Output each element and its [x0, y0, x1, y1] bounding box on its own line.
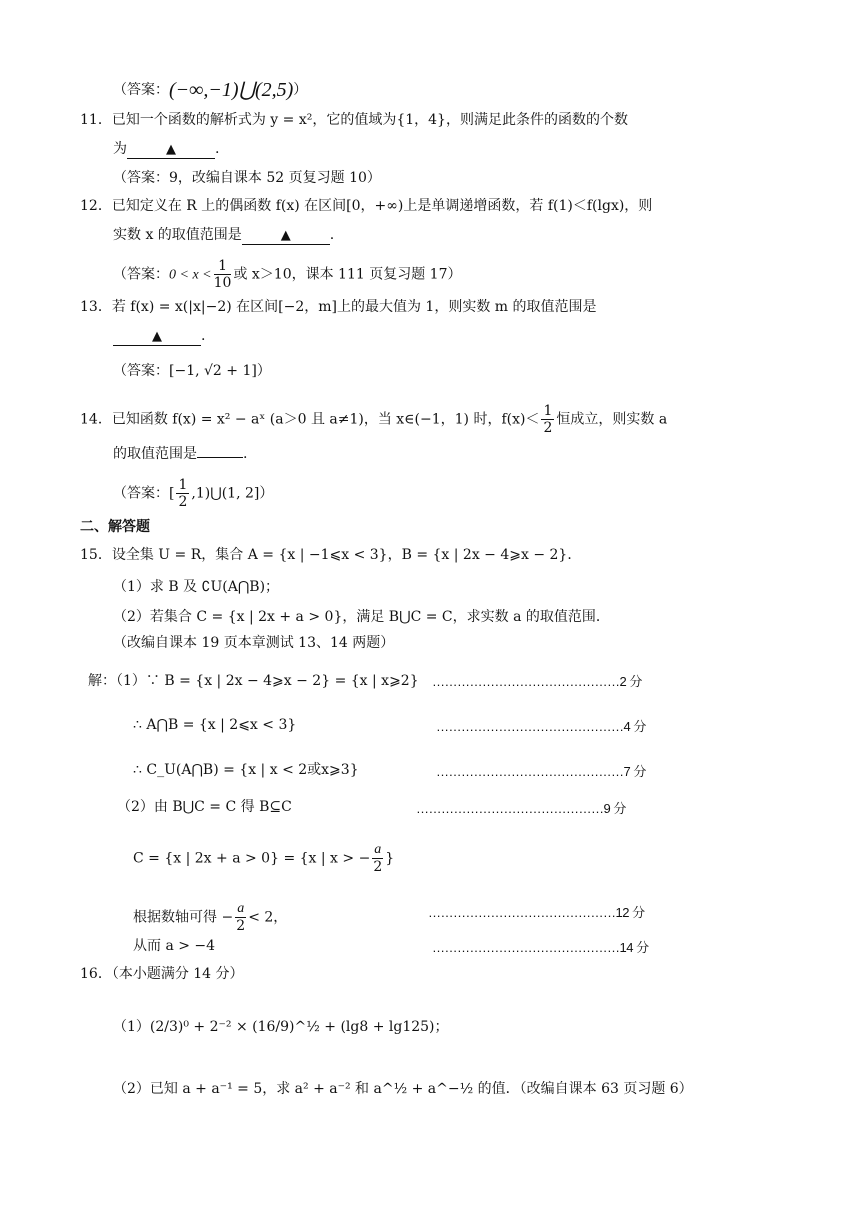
fraction-numerator: a [374, 842, 382, 857]
solution-step4: （2）由 B⋃C = C 得 B⊆C [117, 799, 292, 815]
q15-stem-cont: B = {x | 2x − 4⩾x − 2}． [401, 547, 582, 563]
q12-line2: 实数 x 的取值范围是 ▲ . [113, 227, 335, 243]
score-label: 12 分 [615, 905, 645, 920]
q11-number: 11． [80, 112, 112, 128]
fraction-denominator: 10 [213, 275, 232, 291]
score-line-4 [416, 798, 626, 817]
fraction-denominator: 2 [543, 420, 553, 436]
q12-answer-prefix: （答案： [113, 266, 169, 283]
score-line-2 [436, 716, 646, 735]
dot-leader: ……………………………………… [432, 674, 620, 689]
q14-answer-fraction [176, 477, 189, 510]
q11-line1 [80, 110, 628, 130]
q13-number: 13． [80, 299, 112, 315]
dot-leader: ……………………………………… [436, 719, 624, 734]
dot-leader: ……………………………………… [428, 905, 616, 920]
solution-step7: 从而 a > −4 [133, 938, 216, 954]
q13-line2: ▲ . [113, 326, 205, 346]
score-line-5 [428, 902, 645, 921]
q15-stem: 设全集 U = R，集合 A = {x | −1⩽x < 3}， [111, 547, 402, 563]
fraction-numerator: 1 [178, 477, 188, 493]
q15-line1 [80, 545, 581, 565]
q12-line1 [80, 196, 652, 216]
solution-step6-end: < 2， [248, 909, 288, 926]
q12-answer-rest: 或 x＞10，课本 111 页复习题 17） [233, 266, 462, 283]
dot-leader: ……………………………………… [436, 764, 624, 779]
q11-answer: （答案：9，改编自课本 52 页复习题 10） [113, 170, 381, 186]
q12-answer-blank [242, 227, 330, 245]
q14-line1 [80, 403, 667, 436]
score-label: 14 分 [619, 940, 649, 955]
q14-stem: 已知函数 f(x) = x² − aˣ (a＞0 且 a≠1)，当 x∈(−1，1) 时，f(x)＜ [111, 411, 540, 428]
dot-leader: ……………………………………… [432, 940, 620, 955]
q13-answer-blank [113, 328, 201, 346]
fraction-denominator: 2 [178, 494, 188, 510]
q14-answer [113, 477, 273, 510]
q15-source: （改编自课本 19 页本章测试 13、14 两题） [113, 635, 395, 651]
q14-stem-end: 的取值范围是 [113, 446, 197, 462]
dot-leader: ……………………………………… [416, 801, 604, 816]
q14-number: 14． [80, 411, 112, 428]
q15-part2: （2）若集合 C = {x | 2x + a > 0}，满足 B⋃C = C，求实数 a 的取值范围． [113, 609, 610, 625]
solution-step1-text: ∵ B = {x | 2x − 4⩾x − 2} = {x | x⩾2} [145, 673, 419, 689]
triangle-icon: ▲ [166, 142, 176, 157]
q14-stem-cont: 恒成立，则实数 a [556, 411, 668, 428]
q10-answer-prefix: （答案： [113, 82, 169, 98]
solution-step5-fraction [372, 842, 383, 875]
score-line-3 [436, 761, 646, 780]
solution-step5-text: C = {x | 2x + a > 0} = {x | x > − [133, 850, 371, 867]
q16-part2: （2）已知 a + a⁻¹ = 5，求 a² + a⁻² 和 a^½ + a^−½ 的值．（改编自课本 63 页习题 6） [113, 1081, 693, 1097]
solution-step6-text: 根据数轴可得 − [133, 909, 234, 926]
q13-line1 [80, 297, 597, 317]
q15-number: 15． [80, 547, 112, 563]
q10-answer [113, 80, 307, 100]
q13-stem: 若 f(x) = x(|x|−2) 在区间[−2，m]上的最大值为 1，则实数 m 的取值范围是 [111, 299, 597, 315]
q14-answer-suffix: ,1)⋃(1, 2]） [191, 485, 274, 502]
q12-stem-cont: 实数 x 的取值范围是 [113, 227, 242, 243]
q14-line2: 的取值范围是 . [113, 446, 248, 462]
q12-answer-ineq: 0 < x < [169, 267, 212, 283]
score-label: 9 分 [603, 801, 626, 816]
q10-answer-expr: (−∞,−1)⋃(2,5) [169, 79, 294, 101]
score-line-1 [432, 671, 642, 690]
q16-part1: （1）(2/3)⁰ + 2⁻² × (16/9)^½ + (lg8 + lg125)； [113, 1019, 449, 1035]
triangle-icon: ▲ [152, 329, 162, 344]
q13-answer: （答案：[−1, √2 + 1]） [113, 363, 271, 379]
q11-stem: 已知一个函数的解析式为 y = x²，它的值域为{1，4}，则满足此条件的函数的个数 [111, 112, 628, 128]
q16-number: 16． [80, 966, 112, 982]
fraction-denominator: 2 [373, 859, 383, 875]
q12-stem: 已知定义在 R 上的偶函数 f(x) 在区间[0，+∞)上是单调递增函数，若 f(1)＜f(lgx)，则 [111, 198, 653, 214]
solution-label: 解：（1） [88, 673, 146, 689]
solution-step6 [133, 901, 287, 934]
score-line-6 [432, 937, 649, 956]
q11-stem-cont: 为 [113, 141, 127, 157]
solution-step3: ∴ C_U(A⋂B) = {x | x < 2或x⩾3} [133, 762, 359, 778]
solution-step6-fraction [235, 901, 246, 934]
q14-fraction [541, 403, 554, 436]
q11-line2: 为 ▲ . [113, 141, 220, 157]
q12-answer-fraction [214, 258, 232, 291]
q16-head [80, 964, 244, 984]
fraction-numerator: 1 [543, 403, 553, 419]
score-label: 2 分 [619, 674, 642, 689]
triangle-icon: ▲ [280, 228, 291, 243]
score-label: 4 分 [623, 719, 646, 734]
score-label: 7 分 [623, 764, 646, 779]
q11-answer-blank [127, 141, 215, 159]
fraction-numerator: 1 [214, 258, 232, 275]
q14-answer-prefix: （答案：[ [113, 485, 175, 502]
solution-step5-close: } [385, 850, 395, 867]
solution-step1 [88, 671, 419, 691]
solution-step2: ∴ A⋂B = {x | 2⩽x < 3} [133, 717, 297, 733]
q12-answer [113, 258, 461, 291]
q12-number: 12． [80, 198, 112, 214]
q10-answer-suffix: ） [293, 82, 308, 98]
fraction-denominator: 2 [236, 918, 246, 934]
fraction-numerator: a [237, 901, 245, 916]
solution-step5 [133, 842, 394, 875]
q16-heading: （本小题满分 14 分） [111, 966, 244, 982]
q15-part1: （1）求 B 及 ∁U(A⋂B)； [113, 579, 280, 595]
section-heading: 二、解答题 [80, 519, 150, 535]
q14-answer-blank [197, 457, 243, 458]
